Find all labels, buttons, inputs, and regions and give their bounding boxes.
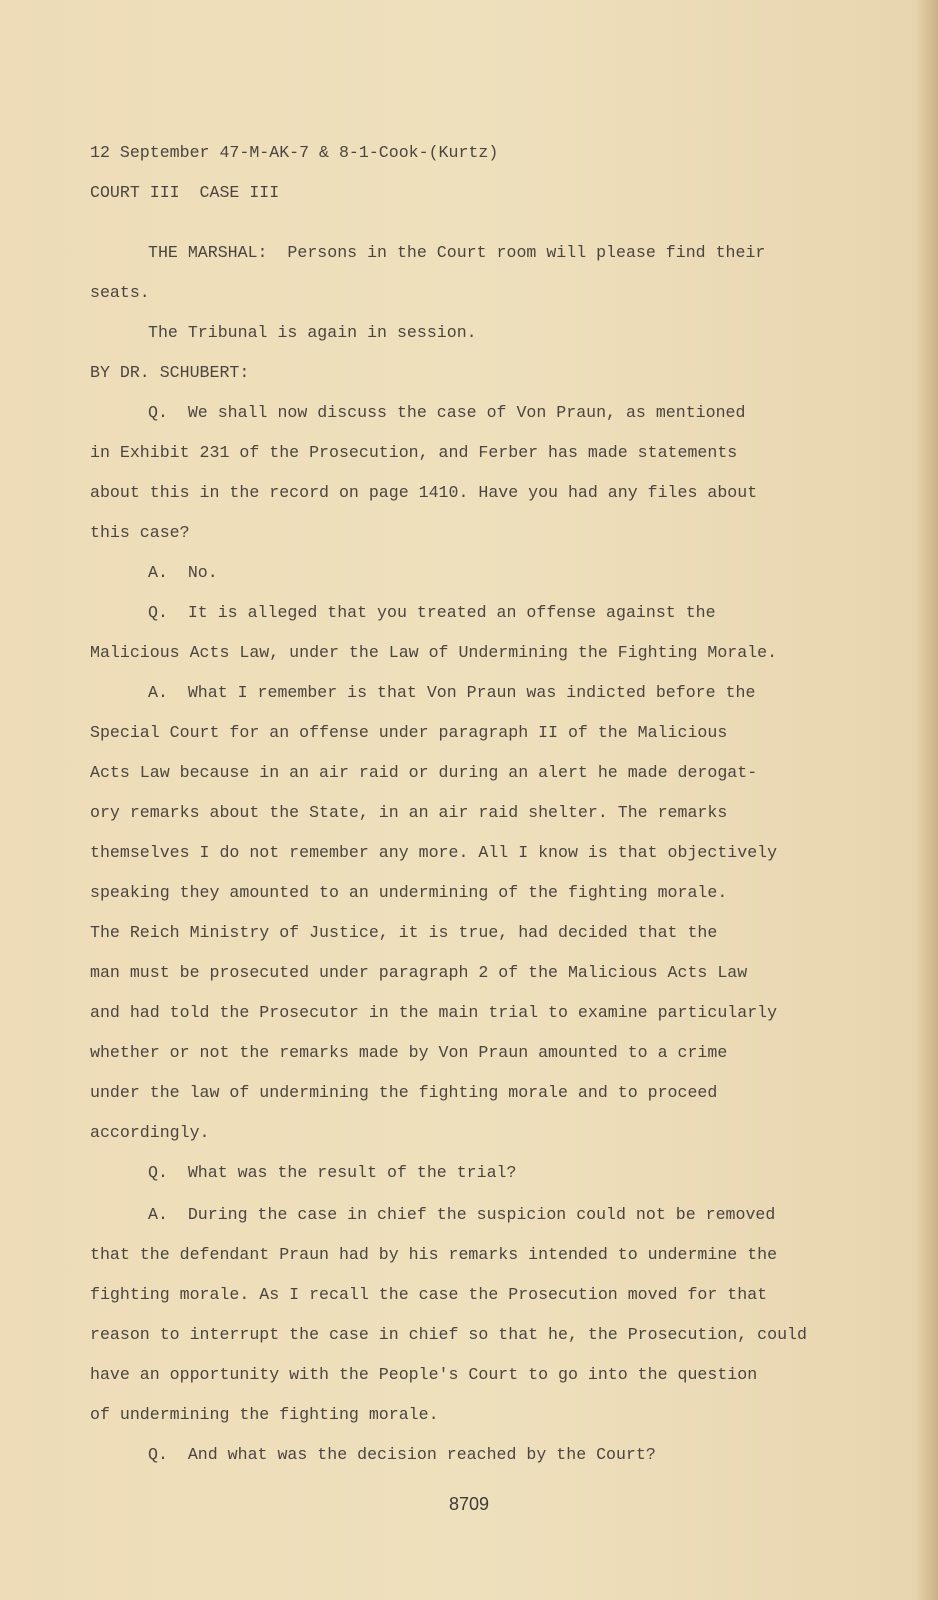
transcript-line: Q. We shall now discuss the case of Von Praun, as mentioned bbox=[148, 403, 746, 422]
transcript-line: that the defendant Praun had by his remarks intended to undermine the bbox=[90, 1245, 778, 1264]
transcript-line: speaking they amounted to an undermining of the fighting morale. bbox=[90, 883, 728, 902]
transcript-line: A. What I remember is that Von Praun was indicted before the bbox=[148, 683, 756, 702]
transcript-line: ory remarks about the State, in an air raid shelter. The remarks bbox=[90, 803, 728, 822]
transcript-line: BY DR. SCHUBERT: bbox=[90, 363, 250, 382]
transcript-line: themselves I do not remember any more. All I know is that objectively bbox=[90, 843, 778, 862]
transcript-line: fighting morale. As I recall the case the Prosecution moved for that bbox=[90, 1285, 768, 1304]
transcript-line: A. No. bbox=[148, 563, 218, 582]
transcript-line: Malicious Acts Law, under the Law of Undermining the Fighting Morale. bbox=[90, 643, 778, 662]
page-edge-shadow bbox=[916, 0, 938, 1600]
transcript-line: Special Court for an offense under paragraph II of the Malicious bbox=[90, 723, 728, 742]
transcript-line: in Exhibit 231 of the Prosecution, and Ferber has made statements bbox=[90, 443, 738, 462]
transcript-line: Q. What was the result of the trial? bbox=[148, 1163, 517, 1182]
transcript-line: reason to interrupt the case in chief so that he, the Prosecution, could bbox=[90, 1325, 807, 1344]
transcript-line: THE MARSHAL: Persons in the Court room will please find their bbox=[148, 243, 766, 262]
transcript-line: have an opportunity with the People's Court to go into the question bbox=[90, 1365, 758, 1384]
header-court-case: COURT III CASE III bbox=[90, 183, 280, 202]
transcript-line: about this in the record on page 1410. Have you had any files about bbox=[90, 483, 758, 502]
transcript-line: whether or not the remarks made by Von Praun amounted to a crime bbox=[90, 1043, 728, 1062]
transcript-line: this case? bbox=[90, 523, 190, 542]
header-session-line: 12 September 47-M-AK-7 & 8-1-Cook-(Kurtz) bbox=[90, 143, 499, 162]
page-number: 8709 bbox=[448, 1494, 490, 1514]
transcript-line: A. During the case in chief the suspicion could not be removed bbox=[148, 1205, 776, 1224]
transcript-line: man must be prosecuted under paragraph 2 of the Malicious Acts Law bbox=[90, 963, 748, 982]
transcript-line: of undermining the fighting morale. bbox=[90, 1405, 439, 1424]
transcript-line: Q. And what was the decision reached by the Court? bbox=[148, 1445, 656, 1464]
transcript-line: The Tribunal is again in session. bbox=[148, 323, 477, 342]
transcript-line: and had told the Prosecutor in the main trial to examine particularly bbox=[90, 1003, 778, 1022]
transcript-line: The Reich Ministry of Justice, it is true, had decided that the bbox=[90, 923, 718, 942]
transcript-line: accordingly. bbox=[90, 1123, 210, 1142]
transcript-line: seats. bbox=[90, 283, 150, 302]
transcript-line: under the law of undermining the fighting morale and to proceed bbox=[90, 1083, 718, 1102]
transcript-line: Q. It is alleged that you treated an offense against the bbox=[148, 603, 716, 622]
transcript-line: Acts Law because in an air raid or during an alert he made derogat- bbox=[90, 763, 758, 782]
